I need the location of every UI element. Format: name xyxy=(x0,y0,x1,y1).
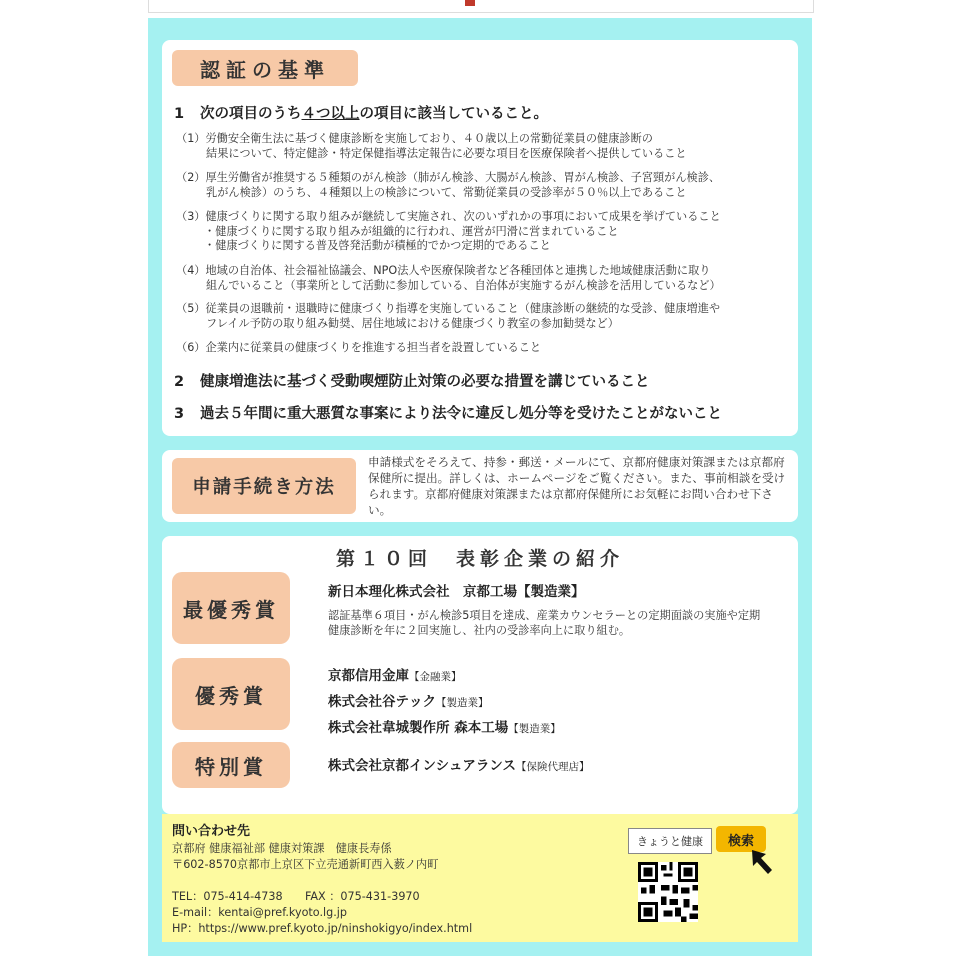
item-text: 健康増進法に基づく受動喫煙防止対策の必要な措置を講じていること xyxy=(200,374,650,390)
sub-line: ・健康づくりに関する普及啓発活動が積極的でかつ定期的であること xyxy=(204,239,551,252)
company-industry: 【製造業】 xyxy=(508,723,561,735)
sub-line: ・健康づくりに関する取り組みが組織的に行われ、運営が円滑に営まれていること xyxy=(204,224,619,238)
item-text-post: の項目に該当していること。 xyxy=(359,106,548,122)
application-header: 申請手続き方法 xyxy=(172,458,356,514)
excellent-company xyxy=(328,690,489,710)
top-strip xyxy=(148,0,814,13)
sub-line: （5）従業員の退職前・退職時に健康づくり指導を実施していること（健康診断の継続的な受診、健康増進や xyxy=(176,302,721,315)
sub-criterion-2 xyxy=(176,171,720,200)
sub-criterion-6 xyxy=(176,341,541,356)
contact-tel-fax: TEL：075-414-4738 FAX ：075-431-3970 xyxy=(172,890,420,903)
qr-code-icon[interactable] xyxy=(638,862,698,922)
sub-criterion-3 xyxy=(176,210,721,254)
item-underline: ４つ以上 xyxy=(301,106,360,122)
sub-line: （2）厚生労働省が推奨する５種類のがん検診（肺がん検診、大腸がん検診、胃がん検診、子宮頸がん検診、 xyxy=(176,171,721,184)
item-text: 過去５年間に重大悪質な事案により法令に違反し処分等を受けたことがないこと xyxy=(200,406,722,422)
criteria-item-3 xyxy=(174,402,722,423)
special-award-label: 特別賞 xyxy=(172,742,290,788)
contact-address: 〒602-8570京都市上京区下立売通新町西入薮ノ内町 xyxy=(172,858,439,871)
application-text: 申請様式をそろえて、持参・郵送・メールにて、京都府健康対策課または京都府保健所に提出。詳しくは、ホームページをご覧ください。また、事前相談を受けられます。京都府健康対策課または京都府保健所にお気軽にお問い合わせ下さい。 xyxy=(368,455,786,517)
flyer-page xyxy=(148,18,812,956)
top-award-description: 認証基準６項目・がん検診5項目を達成、産業カウンセラーとの定期面談の実施や定期健康診断を年に２回実施し、社内の受診率向上に取り組む。 xyxy=(328,609,761,637)
search-button[interactable]: 検索 xyxy=(716,826,766,852)
sub-criterion-1 xyxy=(176,132,687,161)
sub-line: （1）労働安全衛生法に基づく健康診断を実施しており、４０歳以上の常勤従業員の健康診断の xyxy=(176,132,653,145)
top-award-company: 新日本理化株式会社 京都工場【製造業】 xyxy=(328,584,585,600)
contact-email: E-mail：kentai@pref.kyoto.lg.jp xyxy=(172,906,347,919)
company-name: 株式会社韋城製作所 森本工場 xyxy=(328,720,509,736)
contact-dept: 京都府 健康福祉部 健康対策課 健康長寿係 xyxy=(172,842,392,855)
sub-line: 乳がん検診）のうち、４種類以上の検診について、常勤従業員の受診率が５０％以上であること xyxy=(206,185,687,199)
excellent-company xyxy=(328,664,462,684)
item-number: 3 xyxy=(174,406,185,422)
sub-line: 組んでいること（事業所として活動に参加している、自治体が実施するがん検診を活用しているなど） xyxy=(206,278,721,292)
application-panel xyxy=(162,450,798,522)
awards-title: 第１０回 表彰企業の紹介 xyxy=(335,548,624,570)
contact-section xyxy=(162,814,798,942)
special-company xyxy=(328,754,590,774)
search-input[interactable]: きょうと健康 xyxy=(628,828,712,854)
excellent-award-label: 優秀賞 xyxy=(172,658,290,730)
sub-line: （6）企業内に従業員の健康づくりを推進する担当者を設置していること xyxy=(176,341,542,354)
sub-criterion-4 xyxy=(176,264,721,293)
sub-line: （4）地域の自治体、社会福祉協議会、NPO法人や医療保険者など各種団体と連携した地域健康活動に取り xyxy=(176,264,711,277)
criteria-header: 認証の基準 xyxy=(172,50,358,86)
criteria-item-1 xyxy=(174,102,548,123)
sub-line: フレイル予防の取り組み勧奨、居住地域における健康づくり教室の参加勧奨など） xyxy=(206,316,619,330)
company-industry: 【製造業】 xyxy=(436,697,489,709)
criteria-item-2 xyxy=(174,370,650,391)
sub-criterion-5 xyxy=(176,302,720,331)
company-industry: 【金融業】 xyxy=(409,671,462,683)
sub-line: 結果について、特定健診・特定保健指導法定報告に必要な項目を医療保険者へ提供していること xyxy=(206,146,687,160)
contact-title: 問い合わせ先 xyxy=(172,824,251,839)
item-number: 1 xyxy=(174,106,185,122)
company-name: 株式会社谷テック xyxy=(328,694,436,710)
company-industry: 【保険代理店】 xyxy=(516,761,590,773)
sub-line: （3）健康づくりに関する取り組みが継続して実施され、次のいずれかの事項において成果を挙げていること xyxy=(176,210,721,223)
company-name: 株式会社京都インシュアランス xyxy=(328,758,516,774)
cursor-arrow-icon xyxy=(750,848,782,880)
item-text: 次の項目のうち xyxy=(200,106,302,122)
item-number: 2 xyxy=(174,374,185,390)
excellent-company xyxy=(328,716,561,736)
criteria-panel xyxy=(162,40,798,436)
contact-hp: HP：https://www.pref.kyoto.jp/ninshokigyo/index.html xyxy=(172,922,473,935)
company-name: 京都信用金庫 xyxy=(328,668,409,684)
awards-panel xyxy=(162,536,798,814)
top-marker xyxy=(465,0,475,6)
top-award-label: 最優秀賞 xyxy=(172,572,290,644)
